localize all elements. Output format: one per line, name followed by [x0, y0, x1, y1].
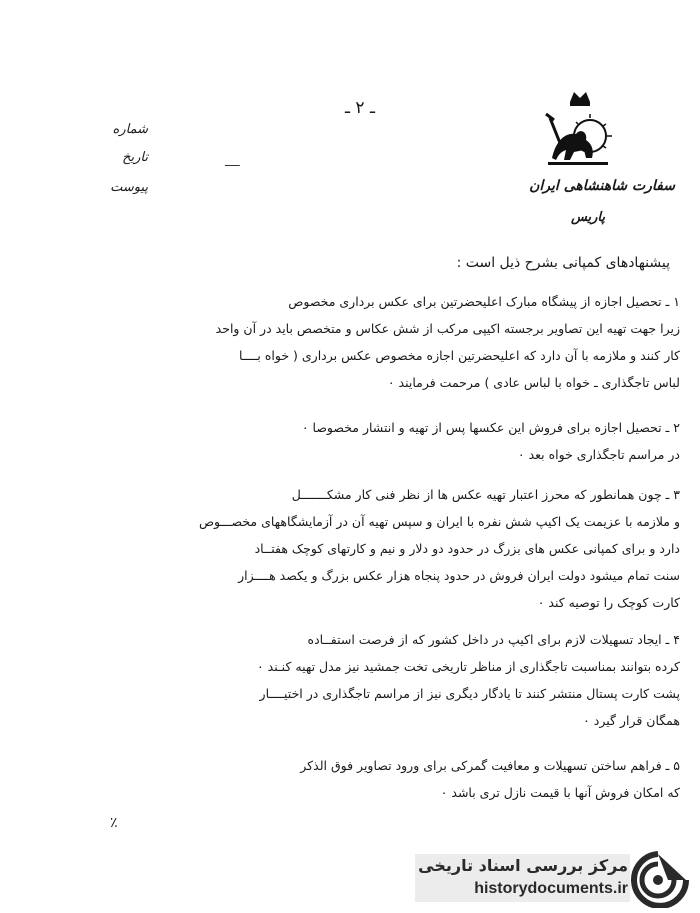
- item-line: کارت کوچک را توصیه کند ٠: [537, 595, 680, 610]
- item-line: که امکان فروش آنها با قیمت نازل تری باشد ٠: [440, 785, 680, 800]
- item-line: دارد و برای کمپانی عکس های بزرگ در حدود دو دلار و نیم و کارتهای کوچک هفتــاد: [254, 541, 680, 556]
- lion-and-sun-emblem-icon: [540, 88, 620, 180]
- item-line: ۴ ـ ایجاد تسهیلات لازم برای اکیپ در داخل کشور که از فرصت استفــاده: [307, 632, 680, 647]
- item-line: ۳ ـ چون همانطور که محرز اعتبار تهیه عکس ها از نظر فنی کار مشکـــــــل: [291, 487, 680, 502]
- item-2: [100, 414, 680, 468]
- item-line: سنت تمام میشود دولت ایران فروش در حدود پنجاه هزار عکس بزرگ و یکصد هــــزار: [238, 568, 680, 583]
- watermark-url: historydocuments.ir: [474, 880, 628, 897]
- city-name: پاریس: [570, 210, 605, 225]
- meta-attachment-label: پیوست: [110, 180, 148, 195]
- item-line: ۲ ـ تحصیل اجازه برای فروش این عکسها پس از تهیه و انتشار مخصوصا ٠: [301, 420, 680, 435]
- item-line: ۵ ـ فراهم ساختن تسهیلات و معافیت گمرکی برای ورود تصاویر فوق الذکر: [300, 758, 680, 773]
- item-4: [100, 626, 680, 734]
- item-line: و ملازمه با عزیمت یک اکیپ شش نفره با ایران و سپس تهیه آن در آزمایشگاههای مخصـــوص: [198, 514, 680, 529]
- item-5: [100, 752, 680, 806]
- item-line: همگان قرار گیرد ٠: [583, 713, 680, 728]
- stray-mark: ـــــ: [225, 158, 240, 169]
- item-line: پشت کارت پستال منتشر کنند تا یادگار دیگری نیز از مراسم تاجگذاری در اختیــــار: [259, 686, 680, 701]
- item-line: کار کنند و ملازمه با آن دارد که اعلیحضرتین اجازه مخصوص عکس برداری ( خواه بــــا: [238, 348, 680, 363]
- intro-heading: پیشنهادهای کمپانی بشرح ذیل است :: [456, 255, 670, 271]
- item-line: در مراسم تاجگذاری خواه بعد ٠: [517, 447, 680, 462]
- item-1: [100, 288, 680, 396]
- item-line: لباس تاجگذاری ـ خواه با لباس عادی ) مرحمت فرمایند ٠: [387, 375, 680, 390]
- page-number: ـ ۲ ـ: [345, 98, 375, 118]
- archive-logo-icon: [628, 850, 690, 908]
- item-line: ۱ ـ تحصیل اجازه از پیشگاه مبارک اعلیحضرتین برای عکس برداری مخصوص: [288, 294, 680, 309]
- embassy-name: سفارت شاهنشاهی ایران: [529, 178, 675, 194]
- item-line: زیرا جهت تهیه این تصاویر برجسته اکیپی مرکب از شش عکاس و متخصص باید در آن واحد: [215, 321, 680, 336]
- item-line: کرده بتوانند بمناسبت تاجگذاری از مناظر تاریخی تخت جمشید نیز مدل تهیه کنـند ٠: [256, 659, 680, 674]
- meta-date-label: تاریخ: [122, 150, 148, 165]
- meta-number-label: شماره: [112, 122, 148, 137]
- watermark-title: مرکز بررسی اسناد تاریخی: [418, 856, 628, 875]
- item-3: [100, 481, 680, 616]
- footer-mark: ٪: [110, 815, 118, 831]
